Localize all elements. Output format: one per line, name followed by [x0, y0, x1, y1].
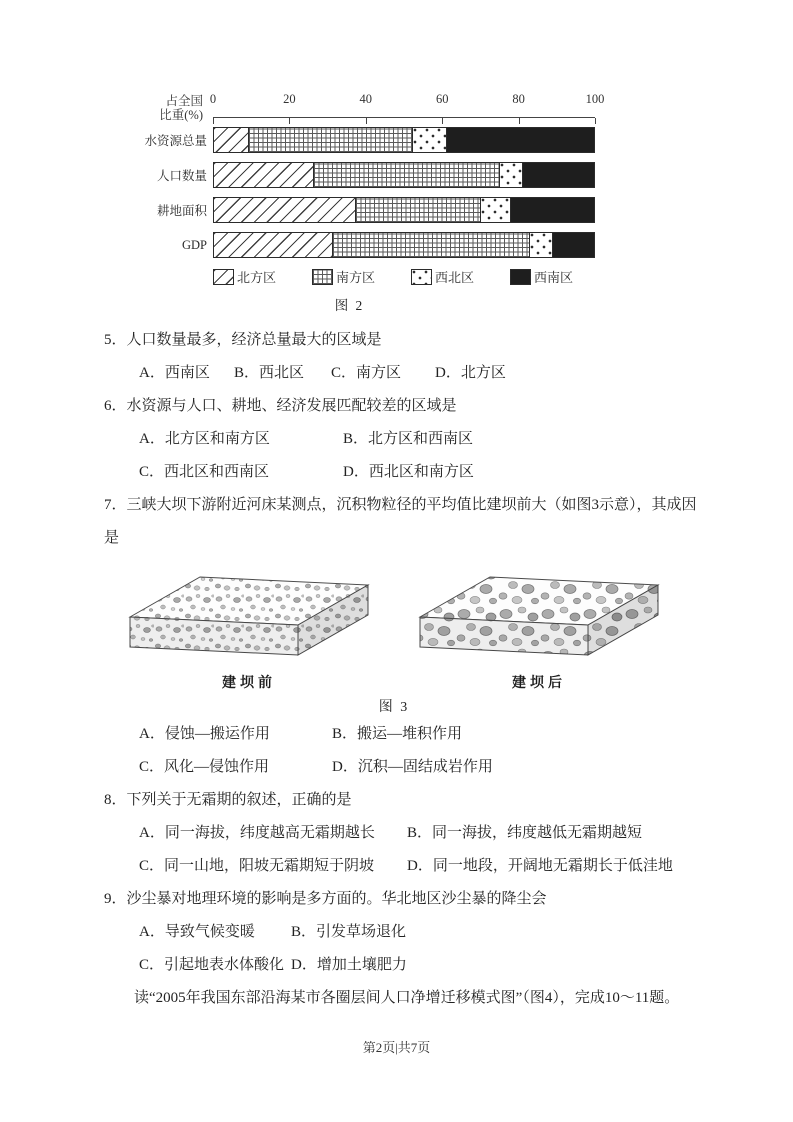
- option: A．北方区和南方区: [139, 431, 270, 447]
- legend-label: 北方区: [237, 270, 277, 285]
- option: D．增加土壤肥力: [291, 957, 407, 973]
- bar-track: [213, 232, 595, 258]
- question-7: [104, 489, 697, 784]
- bar-row: [104, 127, 604, 153]
- option: D．同一地段，开阔地无霜期长于低洼地: [407, 858, 673, 874]
- bar-row: [104, 162, 604, 188]
- option: C．西北区和西南区: [139, 464, 270, 480]
- page-number: 第2页|共7页: [362, 1040, 431, 1055]
- figure3-after-block: [414, 563, 664, 692]
- option: D．北方区: [435, 365, 506, 381]
- bar-category-label: 人口数量: [156, 169, 207, 183]
- bar-category-label: 水资源总量: [144, 134, 207, 148]
- legend-item: [510, 267, 573, 286]
- option: B．北方区和西南区: [343, 431, 474, 447]
- bar-segment-dots: [499, 163, 522, 187]
- bar-track: [213, 197, 595, 223]
- question-stem: 6．水资源与人口、耕地、经济发展匹配较差的区域是: [104, 398, 457, 414]
- bar-track: [213, 162, 595, 188]
- legend-item: [213, 267, 276, 286]
- bar-segment-diagonal: [214, 163, 313, 187]
- axis-tick-mark: [213, 118, 214, 124]
- option: C．风化—侵蚀作用: [139, 759, 270, 775]
- option: B．引发草场退化: [291, 924, 407, 940]
- axis-tick-label: 0: [209, 92, 217, 106]
- question-stem: 5．人口数量最多，经济总量最大的区域是: [104, 332, 382, 348]
- chart-legend: [213, 267, 604, 286]
- chart-axis-label-line2: 比重(%): [159, 108, 203, 122]
- option: B．搬运—堆积作用: [332, 726, 463, 742]
- figure3-blocks: [124, 563, 697, 692]
- axis-tick-mark: [366, 118, 367, 124]
- bar-category-label: GDP: [181, 237, 207, 252]
- axis-tick-mark: [289, 118, 290, 124]
- axis-line: [213, 117, 595, 118]
- chart-axis-label-line1: 占全国: [165, 94, 203, 108]
- gravel-block-coarse-illustration: [414, 563, 664, 663]
- bar-segment-dots: [529, 233, 552, 257]
- axis-tick-label: 100: [585, 92, 605, 106]
- option: A．侵蚀—搬运作用: [139, 726, 270, 742]
- legend-swatch-dots: [411, 269, 432, 285]
- axis-tick-mark: [519, 118, 520, 124]
- bar-segment-grid: [332, 233, 530, 257]
- option: A．西南区: [139, 365, 210, 381]
- figure3-before-block: [124, 563, 374, 692]
- legend-swatch-grid: [312, 269, 333, 285]
- figure2-chart: [104, 92, 604, 314]
- figure3-caption: 图 3: [378, 700, 410, 715]
- question-options: [104, 916, 697, 982]
- bar-track: [213, 127, 595, 153]
- legend-label: 西南区: [534, 270, 574, 285]
- option: D．西北区和南方区: [343, 464, 474, 480]
- axis-tick-label: 60: [435, 92, 449, 106]
- option: B．西北区: [234, 365, 305, 381]
- option: A．导致气候变暖: [139, 924, 255, 940]
- bar-segment-grid: [248, 128, 411, 152]
- bar-segment-solid: [552, 233, 594, 257]
- legend-label: 西北区: [435, 270, 475, 285]
- question-options: [104, 357, 697, 390]
- bar-segment-grid: [313, 163, 499, 187]
- legend-swatch-solid: [510, 269, 531, 285]
- bar-segment-solid: [522, 163, 594, 187]
- gravel-block-fine-illustration: [124, 563, 374, 663]
- bar-segment-diagonal: [214, 198, 355, 222]
- legend-item: [312, 267, 375, 286]
- chart-axis-label: [104, 92, 213, 122]
- option: C．引起地表水体酸化: [139, 957, 285, 973]
- reading-note: 读“2005年我国东部沿海某市各圈层间人口净增迁移模式图”（图4），完成10～11题。: [134, 990, 680, 1006]
- question-options: [104, 423, 697, 489]
- option: B．同一海拔，纬度越低无霜期越短: [407, 825, 643, 841]
- chart-axis-row: [104, 92, 604, 122]
- question-options: [104, 718, 697, 784]
- bar-segment-solid: [446, 128, 594, 152]
- question-stem: 9．沙尘暴对地理环境的影响是多方面的。华北地区沙尘暴的降尘会: [104, 891, 547, 907]
- axis-tick-mark: [595, 118, 596, 124]
- question-9: [104, 883, 697, 982]
- question-8: [104, 784, 697, 883]
- chart-x-axis: [209, 92, 605, 118]
- figure3-before-label: 建坝前: [222, 676, 276, 691]
- chart-rows: [104, 127, 604, 258]
- bar-category-label: 耕地面积: [156, 204, 207, 218]
- bar-segment-diagonal: [214, 128, 248, 152]
- option: A．同一海拔，纬度越高无霜期越长: [139, 825, 375, 841]
- question-options: [104, 817, 697, 883]
- question-5: [104, 324, 697, 390]
- bar-row: [104, 197, 604, 223]
- figure3: [104, 563, 697, 716]
- axis-tick-label: 20: [283, 92, 296, 106]
- legend-item: [411, 267, 474, 286]
- axis-tick-label: 40: [359, 92, 373, 106]
- axis-tick-mark: [442, 118, 443, 124]
- legend-swatch-diagonal: [213, 269, 234, 285]
- figure2-caption: 图 2: [334, 298, 365, 313]
- option: C．南方区: [331, 365, 402, 381]
- option: C．同一山地，阳坡无霜期短于阴坡: [139, 858, 375, 874]
- question-stem: 7．三峡大坝下游附近河床某测点，沉积物粒径的平均值比建坝前大（如图3示意），其成因是: [104, 497, 697, 546]
- bar-segment-dots: [412, 128, 446, 152]
- question-6: [104, 390, 697, 489]
- question-stem: 8．下列关于无霜期的叙述，正确的是: [104, 792, 352, 808]
- legend-label: 南方区: [336, 270, 376, 285]
- questions: [104, 324, 697, 982]
- bar-segment-dots: [480, 198, 510, 222]
- bar-row: [104, 232, 604, 258]
- option: D．沉积—固结成岩作用: [332, 759, 493, 775]
- axis-tick-label: 80: [512, 92, 525, 106]
- bar-segment-solid: [510, 198, 594, 222]
- bar-segment-diagonal: [214, 233, 332, 257]
- figure3-after-label: 建坝后: [512, 676, 566, 691]
- bar-segment-grid: [355, 198, 480, 222]
